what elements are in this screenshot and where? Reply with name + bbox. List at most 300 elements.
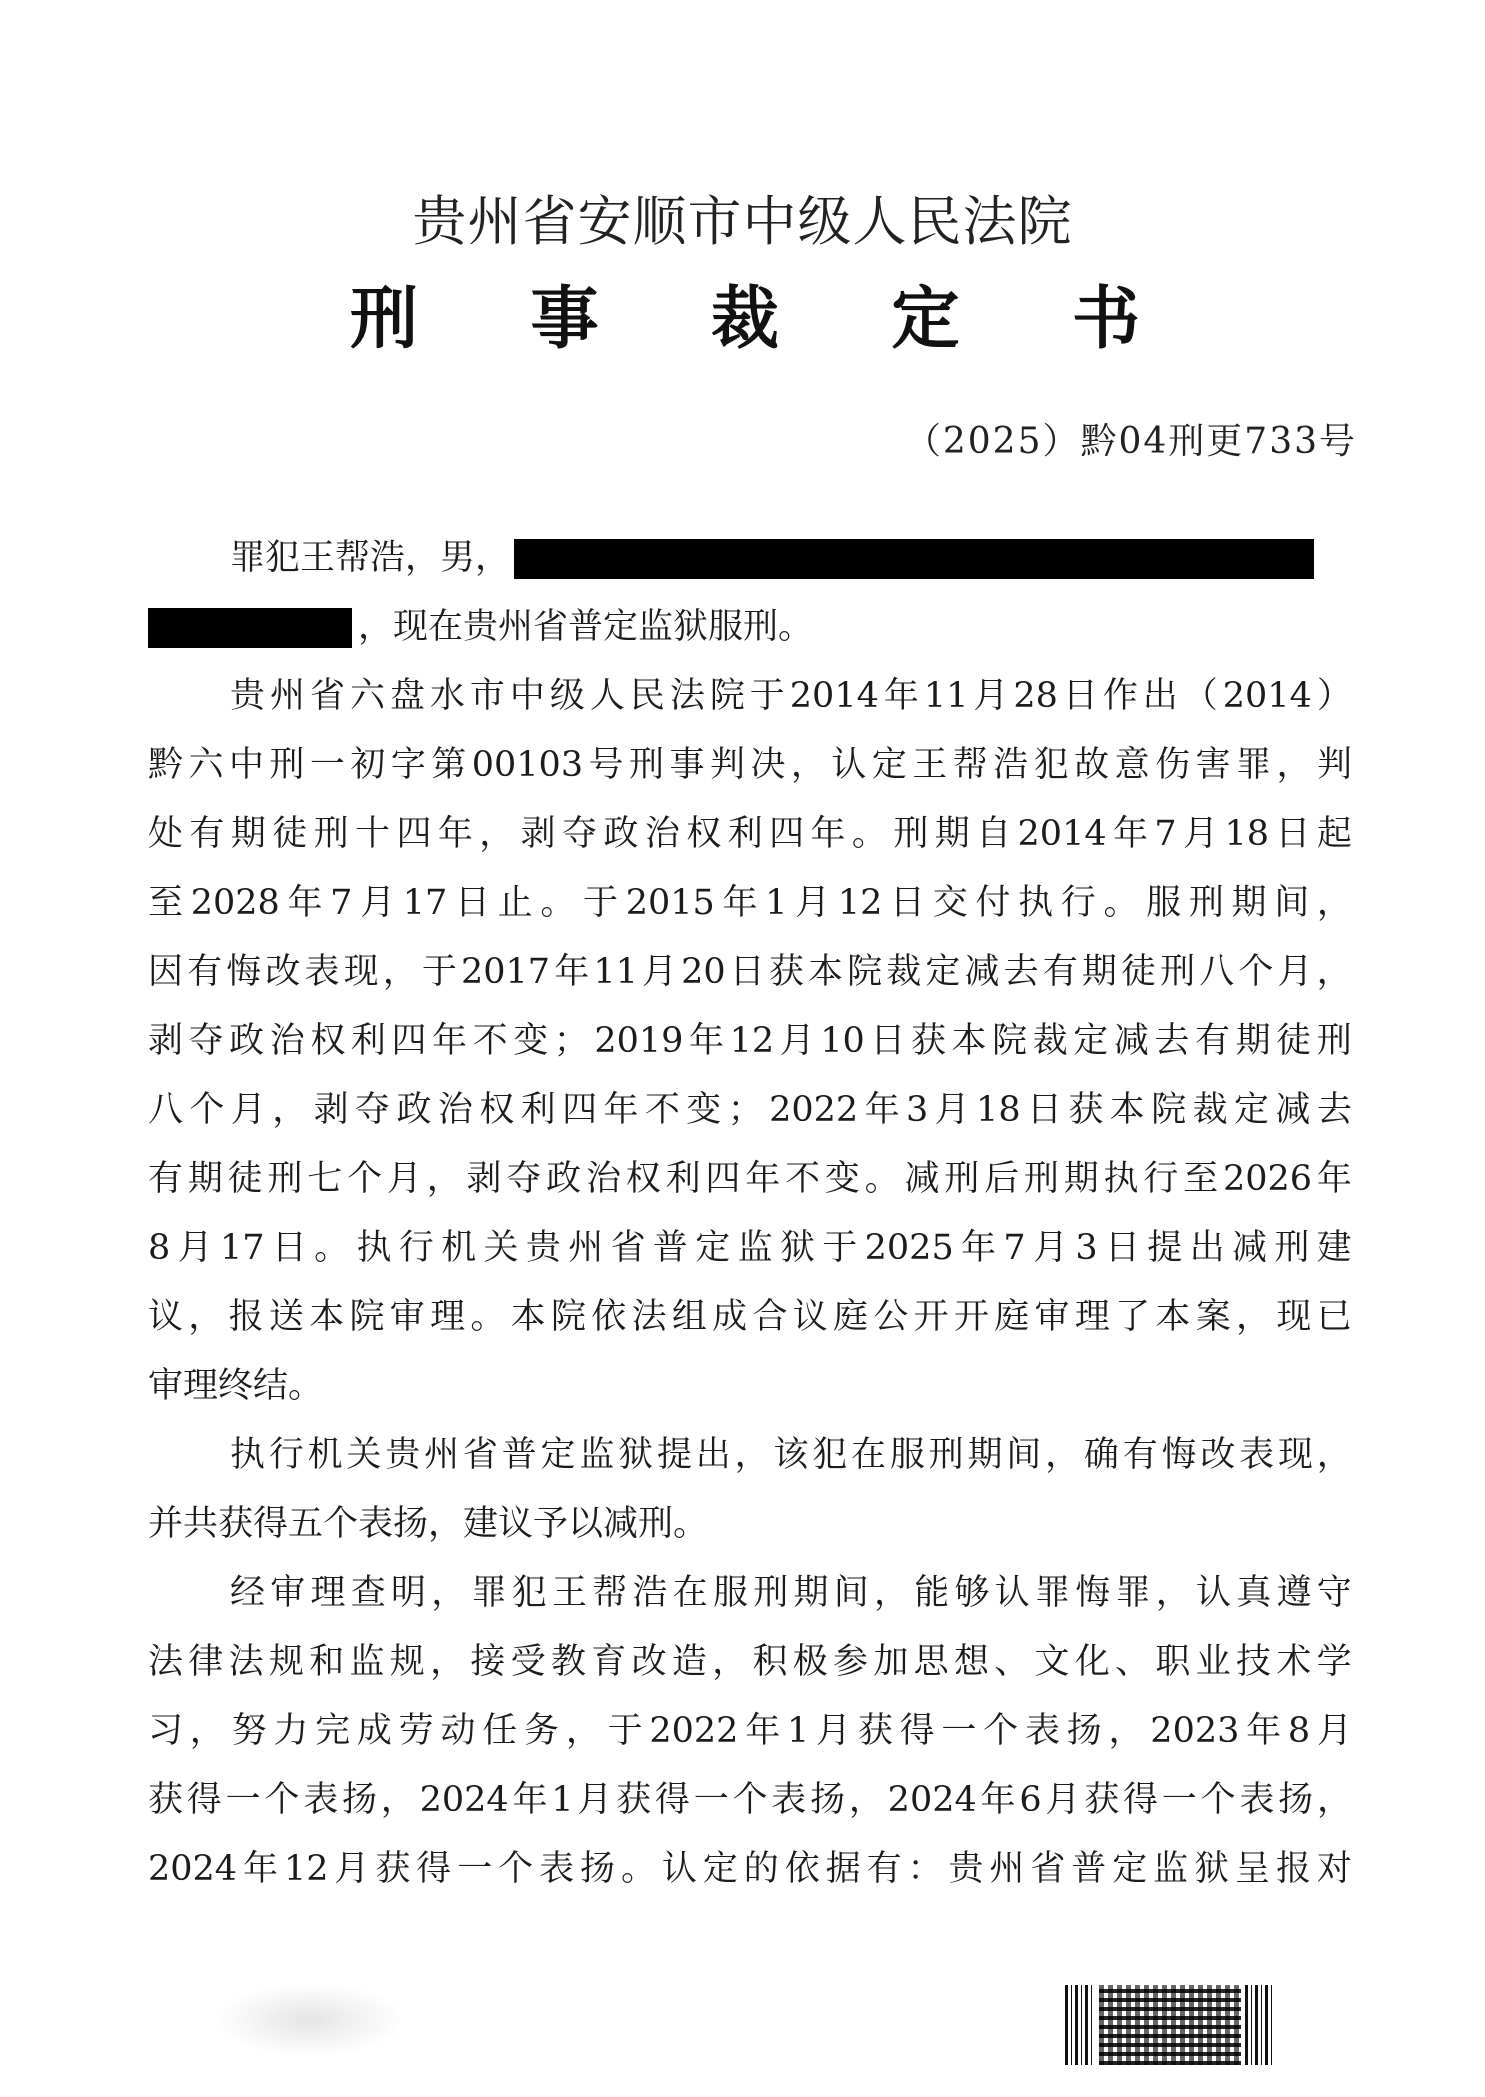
body-char: 年 [864, 1090, 900, 1130]
body-char: 剥 [148, 1021, 184, 1061]
body-char: 服 [1146, 883, 1182, 923]
body-char: 年 [243, 1849, 279, 1889]
body-char: 力 [273, 1711, 309, 1751]
body-char: 本 [1109, 1090, 1145, 1130]
body-char: 罪 [471, 1573, 507, 1613]
barcode-icon [1065, 1985, 1275, 2065]
body-char: 任 [482, 1711, 518, 1751]
body-char: 期 [187, 1159, 223, 1199]
body-char: 案 [1195, 1297, 1231, 1337]
body-char: 定 [695, 1228, 731, 1268]
body-char: 参 [833, 1642, 869, 1682]
body-char: 得 [1122, 1780, 1158, 1820]
body-char: 本 [808, 952, 844, 992]
body-char: 于 [822, 1228, 858, 1268]
body-char: 得 [899, 1711, 935, 1751]
body-line [148, 1214, 1352, 1283]
body-char: 期 [1063, 1159, 1099, 1199]
qr-code-icon [1099, 1985, 1241, 2065]
body-char: 徒 [227, 1159, 263, 1199]
body-char: 的 [743, 1849, 779, 1889]
body-char: 至 [1183, 1159, 1219, 1199]
body-char: 故 [1074, 745, 1110, 785]
case-number: （2025）黔04刑更733号 [904, 421, 1357, 462]
body-char: 审 [270, 1573, 306, 1613]
body-char: 七 [307, 1159, 343, 1199]
body-char: 个 [189, 1090, 225, 1130]
body-char: 努 [231, 1711, 267, 1751]
body-char: 一 [1161, 1780, 1197, 1820]
body-char: 有 [1042, 952, 1078, 992]
body-char: ， [380, 1780, 416, 1820]
body-char: 习 [148, 1711, 184, 1751]
body-char: 获 [148, 1780, 184, 1820]
body-char: 17 [219, 1228, 265, 1268]
body-char: 监 [1153, 1849, 1189, 1889]
body-char: 政 [229, 1021, 265, 1061]
body-char: 刑 [1274, 1228, 1310, 1268]
title-char: 定 [891, 280, 960, 359]
body-char: 期 [230, 814, 266, 854]
body-char: 表 [304, 952, 340, 992]
body-char: 裁 [1192, 1090, 1228, 1130]
body-char: 2017 [461, 952, 551, 992]
body-char: 州 [424, 1435, 460, 1475]
body-char: 年 [554, 952, 590, 992]
body-char: 该 [773, 1435, 809, 1475]
body-char: 现 [1277, 1435, 1313, 1475]
body-char: 四 [391, 1021, 427, 1061]
body-char: 本 [951, 1021, 987, 1061]
body-line [148, 1145, 1352, 1214]
body-char: 、 [994, 1642, 1030, 1682]
body-char: 刑 [928, 1435, 964, 1475]
body-char: 夺 [188, 1021, 224, 1061]
body-char: 年 [1246, 1711, 1282, 1751]
court-name: 贵州省安顺市中级人民法院 [412, 190, 1073, 253]
body-char: 水 [429, 676, 465, 716]
body-char: 劳 [398, 1711, 434, 1751]
title-char: 裁 [710, 280, 779, 359]
body-char: 徒 [1276, 1021, 1312, 1061]
body-char: 期 [967, 1435, 1003, 1475]
body-char: 关 [483, 1228, 519, 1268]
body-char: 审 [389, 1297, 425, 1337]
body-char: 2022 [769, 1090, 859, 1130]
body-char: 有 [148, 1159, 184, 1199]
body-char: （ [1182, 676, 1218, 716]
body-char: 减 [904, 1159, 940, 1199]
body-char: 减 [1113, 1021, 1149, 1061]
body-char: 民 [629, 676, 665, 716]
body-char: 于 [607, 1711, 643, 1751]
body-char: 刑 [893, 814, 929, 854]
body-char: 2014 [1017, 814, 1107, 854]
body-char: 议 [148, 1297, 184, 1337]
body-char: 年 [745, 1711, 781, 1751]
body-text-segment: 审理终结。 [148, 1366, 324, 1406]
body-char: 。 [540, 883, 576, 923]
body-char: 年 [810, 814, 846, 854]
body-char: 。 [864, 1159, 900, 1199]
body-char: ， [188, 1297, 224, 1337]
body-char: 治 [644, 814, 680, 854]
body-char: ， [431, 1573, 467, 1613]
body-char: 认 [831, 745, 867, 785]
body-char: 本 [1155, 1297, 1191, 1337]
body-char: 刑 [629, 745, 665, 785]
body-char: 有 [1122, 1435, 1158, 1475]
body-char: 有 [189, 814, 225, 854]
body-char: 技 [1236, 1642, 1272, 1682]
body-char: 依 [591, 1297, 627, 1337]
body-char: 机 [441, 1228, 477, 1268]
body-char: 权 [686, 814, 722, 854]
body-char: 出 [1189, 1228, 1225, 1268]
body-char: 理 [310, 1573, 346, 1613]
body-line [148, 1766, 1352, 1835]
body-char: 完 [315, 1711, 351, 1751]
body-char: 法 [669, 676, 705, 716]
body-char: 帮 [952, 745, 988, 785]
body-char: 公 [873, 1297, 909, 1337]
body-char: 日 [454, 883, 490, 923]
body-char: 刑 [1160, 952, 1196, 992]
body-char: 悔 [1075, 1573, 1111, 1613]
body-char: ， [734, 1435, 770, 1475]
body-char: 月 [934, 1090, 970, 1130]
body-char: 2025 [864, 1228, 954, 1268]
body-char: 月 [816, 1711, 852, 1751]
body-char: 八 [1199, 952, 1235, 992]
body-char: 利 [727, 814, 763, 854]
body-char: 改 [265, 952, 301, 992]
body-char: 执 [1103, 1159, 1139, 1199]
body-char: 提 [1147, 1228, 1183, 1268]
body-char: 日 [890, 883, 926, 923]
barcode-bars [1065, 1985, 1095, 2065]
body-char: 年 [603, 1090, 639, 1130]
body-char: 1 [787, 1711, 810, 1751]
body-char: 2014 [789, 676, 879, 716]
body-char: 一 [225, 1780, 261, 1820]
body-char: 院 [1151, 1090, 1187, 1130]
body-char: 。 [620, 1849, 656, 1889]
body-char: 裁 [886, 952, 922, 992]
body-char: 受 [510, 1642, 546, 1682]
body-char: 罪 [1236, 745, 1272, 785]
body-char: ， [1316, 1780, 1352, 1820]
body-char: ， [848, 1780, 884, 1820]
body-char: 开 [953, 1297, 989, 1337]
body-char: 6 [1019, 1780, 1042, 1820]
body-char: 狱 [779, 1228, 815, 1268]
body-char: 字 [390, 745, 426, 785]
body-char: 1 [765, 883, 788, 923]
body-char: 20 [681, 952, 726, 992]
body-char: 日 [870, 1021, 906, 1061]
body-char: 获 [910, 1021, 946, 1061]
body-char: ， [565, 1711, 601, 1751]
body-char: 2024 [148, 1849, 238, 1889]
body-char: 8 [148, 1228, 171, 1268]
body-char: 刑 [944, 1159, 980, 1199]
body-char: 犯 [812, 1435, 848, 1475]
body-char: ， [1316, 883, 1352, 923]
body-char: 28 [1013, 676, 1058, 716]
body-char: 变 [824, 1159, 860, 1199]
body-char: 2014 [1222, 676, 1312, 716]
body-char: 夺 [355, 1090, 391, 1130]
body-char: 认 [994, 1573, 1030, 1613]
body-char: 真 [1236, 1573, 1272, 1613]
body-char: 悔 [226, 952, 262, 992]
body-char: 月 [386, 1159, 422, 1199]
body-char: 刑 [313, 814, 349, 854]
body-char: 服 [889, 1435, 925, 1475]
body-char: 间 [1006, 1435, 1042, 1475]
body-char: 。 [1103, 883, 1139, 923]
body-char: 执 [230, 1435, 266, 1475]
body-char: 月 [973, 676, 1009, 716]
body-char: 服 [713, 1573, 749, 1613]
body-char: 徒 [1121, 952, 1157, 992]
body-char: 月 [1277, 952, 1313, 992]
body-char: 加 [873, 1642, 909, 1682]
body-char: 不 [644, 1090, 680, 1130]
body-char: 伤 [1155, 745, 1191, 785]
body-char: 治 [437, 1090, 473, 1130]
body-char: 在 [851, 1435, 887, 1475]
body-char: 日 [1275, 814, 1311, 854]
body-char: 权 [310, 1021, 346, 1061]
body-char: 治 [269, 1021, 305, 1061]
body-char: 文 [1034, 1642, 1070, 1682]
body-char: 获 [1068, 1090, 1104, 1130]
body-char: 期 [1231, 883, 1267, 923]
body-char: 减 [964, 952, 1000, 992]
body-char: 中 [228, 745, 264, 785]
body-char: 想 [953, 1642, 989, 1682]
body-char: 月 [1183, 814, 1219, 854]
body-char: 号 [588, 745, 624, 785]
body-char: 省 [309, 676, 345, 716]
body-char: 月 [1316, 1711, 1352, 1751]
body-char: 定 [702, 1849, 738, 1889]
body-char: 现 [1276, 1297, 1312, 1337]
body-char: 减 [1231, 1228, 1267, 1268]
body-char: 院 [709, 676, 745, 716]
body-char: 定 [1073, 1021, 1109, 1061]
body-char: ， [189, 1711, 225, 1751]
body-char: 据 [825, 1849, 861, 1889]
body-text-segment: 罪犯王帮浩，男， [230, 538, 511, 578]
body-line [148, 593, 1352, 662]
body-char: ， [479, 814, 515, 854]
body-char: 普 [652, 1228, 688, 1268]
body-char: 十 [355, 814, 391, 854]
body-char: 理 [1074, 1297, 1110, 1337]
body-char: ； [727, 1090, 763, 1130]
body-char: 明 [391, 1573, 427, 1613]
body-char: 月 [577, 1780, 613, 1820]
body-char: 院 [349, 1297, 385, 1337]
body-char: 于 [749, 676, 785, 716]
body-char: 一 [309, 745, 345, 785]
body-char: 议 [792, 1297, 828, 1337]
body-char: 了 [1115, 1297, 1151, 1337]
body-char: 18 [1224, 814, 1270, 854]
body-char: 日 [1062, 676, 1098, 716]
body-char: 去 [1003, 952, 1039, 992]
body-char: 剥 [466, 1159, 502, 1199]
body-char: 月 [1033, 1228, 1069, 1268]
body-line [148, 524, 1352, 593]
body-char: 权 [625, 1159, 661, 1199]
body-char: 和 [309, 1642, 345, 1682]
body-char: 学 [1316, 1642, 1352, 1682]
body-char: 执 [1018, 883, 1054, 923]
body-char: 提 [656, 1435, 692, 1475]
body-char: 月 [795, 883, 831, 923]
body-char: 去 [1154, 1021, 1190, 1061]
body-char: 判 [709, 745, 745, 785]
body-char: 一 [693, 1780, 729, 1820]
body-line [148, 1559, 1352, 1628]
body-char: 动 [440, 1711, 476, 1751]
body-char: 人 [589, 676, 625, 716]
body-line [148, 1697, 1352, 1766]
body-char: 于 [421, 952, 457, 992]
body-char: 定 [540, 1435, 576, 1475]
body-char: 犯 [511, 1573, 547, 1613]
body-char: 执 [356, 1228, 392, 1268]
body-char: 个 [498, 1849, 534, 1889]
body-char: 日 [1104, 1228, 1140, 1268]
body-char: 改 [1200, 1435, 1236, 1475]
body-char: 扬 [1066, 1711, 1102, 1751]
body-char: 付 [975, 883, 1011, 923]
body-char: 认 [1196, 1573, 1232, 1613]
body-char: ， [1276, 745, 1312, 785]
body-char: 月 [641, 952, 677, 992]
body-char: 接 [470, 1642, 506, 1682]
body-char: 省 [610, 1228, 646, 1268]
body-char: 王 [912, 745, 948, 785]
body-char: 年 [432, 1021, 468, 1061]
body-char: 治 [585, 1159, 621, 1199]
body-char: 监 [737, 1228, 773, 1268]
body-char: 普 [501, 1435, 537, 1475]
body-char: 犯 [1033, 745, 1069, 785]
body-char: 止 [497, 883, 533, 923]
body-char: 省 [1030, 1849, 1066, 1889]
body-char: 悔 [1161, 1435, 1197, 1475]
body-char: 帮 [592, 1573, 628, 1613]
body-char: 表 [303, 1780, 339, 1820]
body-char: 年 [883, 676, 919, 716]
body-lines [148, 662, 1352, 1904]
body-char: 行 [398, 1228, 434, 1268]
body-char: 政 [396, 1090, 432, 1130]
body-char: 自 [976, 814, 1012, 854]
body-char: 有 [1195, 1021, 1231, 1061]
body-char: 贵 [385, 1435, 421, 1475]
body-char: 减 [1275, 1090, 1311, 1130]
body-char: 政 [546, 1159, 582, 1199]
body-char: 日 [729, 952, 765, 992]
body-char: 18 [976, 1090, 1021, 1130]
body-char: 思 [913, 1642, 949, 1682]
body-char: 7 [1154, 814, 1177, 854]
body-char: 依 [784, 1849, 820, 1889]
body-char: 个 [1238, 952, 1274, 992]
body-char: 事 [669, 745, 705, 785]
body-char: 省 [462, 1435, 498, 1475]
body-char: 年 [722, 883, 758, 923]
body-char: 17 [402, 883, 448, 923]
body-char: 术 [1276, 1642, 1312, 1682]
body-char: 审 [1034, 1297, 1070, 1337]
body-char: 刑 [269, 745, 305, 785]
body-char: 州 [269, 676, 305, 716]
body-char: 表 [539, 1849, 575, 1889]
body-char: 交 [932, 883, 968, 923]
body-char: 监 [579, 1435, 615, 1475]
body-char: 罪 [1115, 1573, 1151, 1613]
body-char: 。 [314, 1228, 350, 1268]
body-char: ， [1316, 952, 1352, 992]
body-char: 能 [914, 1573, 950, 1613]
body-char: 年 [437, 814, 473, 854]
body-char: 期 [793, 1573, 829, 1613]
body-char: 月 [334, 1849, 370, 1889]
body-char: 、 [1115, 1642, 1151, 1682]
body-char: 四 [562, 1090, 598, 1130]
body-char: ， [790, 745, 826, 785]
body-char: 改 [631, 1642, 667, 1682]
body-char: 获 [375, 1849, 411, 1889]
body-char: 间 [1274, 883, 1310, 923]
body-char: 扬 [1278, 1780, 1314, 1820]
body-char: 规 [268, 1642, 304, 1682]
body-char: 定 [925, 952, 961, 992]
body-char: 获 [768, 952, 804, 992]
body-char: 12 [837, 883, 883, 923]
body-char: 害 [1195, 745, 1231, 785]
body-char: 日 [271, 1228, 307, 1268]
body-char: 贵 [525, 1228, 561, 1268]
body-char: 成 [356, 1711, 392, 1751]
body-char: 2028 [190, 883, 280, 923]
body-line [148, 938, 1352, 1007]
body-char: 3 [1075, 1228, 1098, 1268]
body-char: 日 [1026, 1090, 1062, 1130]
body-char: 州 [989, 1849, 1025, 1889]
body-char: 合 [752, 1297, 788, 1337]
body-char: 月 [230, 1090, 266, 1130]
body-char: 2019 [594, 1021, 684, 1061]
body-char: 后 [984, 1159, 1020, 1199]
redaction-block [514, 539, 1314, 579]
body-char: 去 [1316, 1090, 1352, 1130]
body-char: 获 [1084, 1780, 1120, 1820]
body-char: 。 [470, 1297, 506, 1337]
body-char: 规 [389, 1642, 425, 1682]
body-char: 表 [1239, 1780, 1275, 1820]
body-char: 7 [330, 883, 353, 923]
body-char: 1 [551, 1780, 574, 1820]
